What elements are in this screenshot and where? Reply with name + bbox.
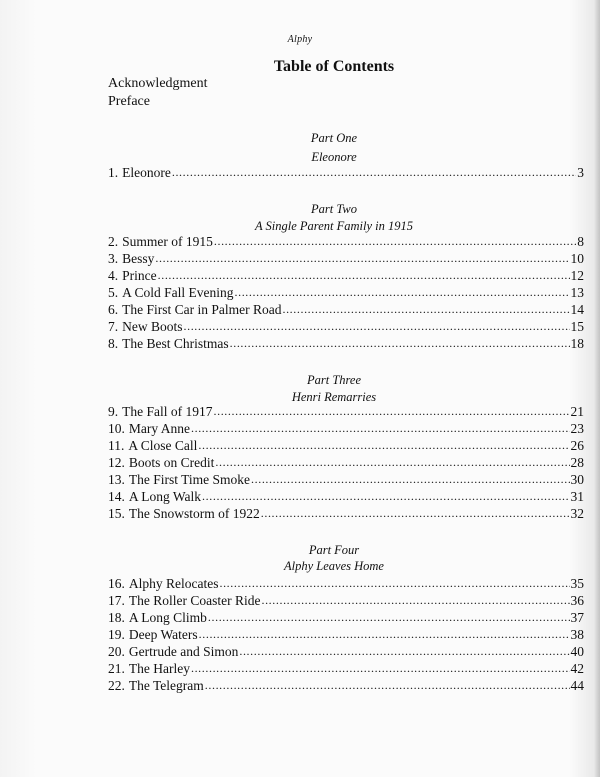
toc-entry-number: 14.	[108, 489, 125, 504]
dot-leader	[282, 301, 569, 317]
toc-entry-title: The Harley	[128, 661, 190, 676]
toc-entry-number: 5.	[108, 285, 119, 300]
toc-entry-page: 36	[570, 593, 584, 608]
toc-entry-page: 21	[570, 404, 584, 419]
toc-entry	[108, 661, 584, 678]
toc-entry-title: Mary Anne	[128, 421, 190, 436]
toc-entry	[108, 268, 584, 285]
toc-entry-number: 4.	[108, 268, 119, 283]
toc-entry-title: The First Car in Palmer Road	[122, 302, 282, 317]
toc-entry-page: 37	[570, 610, 584, 625]
toc-entry-page: 10	[570, 251, 584, 266]
dot-leader	[191, 660, 570, 676]
toc-entry-page: 38	[570, 627, 584, 642]
toc-entry-number: 18.	[108, 610, 125, 625]
toc-entry-number: 20.	[108, 644, 125, 659]
toc-entry-title: Eleonore	[122, 165, 171, 180]
dot-leader	[191, 420, 570, 436]
dot-leader	[261, 505, 570, 521]
toc-entry-page: 14	[570, 302, 584, 317]
part-three-label: Part Three	[306, 373, 362, 387]
toc-entry-page: 8	[577, 234, 584, 249]
toc-entry-title: The Fall of 1917	[122, 404, 213, 419]
toc-entry-page: 23	[570, 421, 584, 436]
toc-entry	[108, 285, 584, 302]
toc-entry-page: 40	[570, 644, 584, 659]
toc-entry	[108, 251, 584, 268]
part-three-subtitle: Henri Remarries	[291, 390, 377, 404]
toc-entry	[108, 576, 584, 593]
toc-entry-number: 2.	[108, 234, 119, 249]
toc-entry-page: 31	[570, 489, 584, 504]
part-two-subtitle: A Single Parent Family in 1915	[255, 219, 413, 233]
dot-leader	[219, 575, 569, 591]
dot-leader	[230, 335, 570, 351]
toc-entry	[108, 165, 584, 182]
toc-entry-number: 21.	[108, 661, 125, 676]
toc-entry	[108, 627, 584, 644]
toc-entry-number: 10.	[108, 421, 125, 436]
toc-entry-page: 35	[570, 576, 584, 591]
dot-leader	[251, 471, 569, 487]
toc-entry-page: 44	[570, 678, 584, 693]
running-head: Alphy	[287, 34, 313, 45]
dot-leader	[235, 284, 570, 300]
toc-entry	[108, 438, 584, 455]
toc-entry	[108, 610, 584, 627]
toc-entry-number: 9.	[108, 404, 119, 419]
toc-entry	[108, 678, 584, 695]
toc-entry-page: 18	[570, 336, 584, 351]
dot-leader	[214, 233, 576, 249]
toc-entry	[108, 455, 584, 472]
part-four-label: Part Four	[308, 543, 360, 557]
toc-entry-title: The Telegram	[128, 678, 204, 693]
dot-leader	[199, 626, 570, 642]
toc-entry	[108, 336, 584, 353]
toc-entry-title: A Close Call	[128, 438, 198, 453]
dot-leader	[202, 488, 569, 504]
toc-entry-title: Bessy	[122, 251, 155, 266]
toc-entry-number: 13.	[108, 472, 125, 487]
toc-entry-title: The Roller Coaster Ride	[128, 593, 261, 608]
toc-entry-page: 28	[570, 455, 584, 470]
toc-entry-title: A Long Climb	[128, 610, 207, 625]
toc-entry-number: 1.	[108, 165, 119, 180]
page-edge-shadow	[594, 0, 600, 777]
part-two-label: Part Two	[311, 202, 357, 216]
toc-entry	[108, 506, 584, 523]
toc-entry-title: A Cold Fall Evening	[122, 285, 234, 300]
dot-leader	[208, 609, 570, 625]
toc-entry-page: 3	[577, 165, 584, 180]
toc-entry-number: 12.	[108, 455, 125, 470]
toc-entry-number: 15.	[108, 506, 125, 521]
toc-entry-page: 13	[570, 285, 584, 300]
toc-entry-number: 3.	[108, 251, 119, 266]
toc-entry-title: New Boots	[122, 319, 183, 334]
toc-entry-title: The First Time Smoke	[128, 472, 251, 487]
toc-entry-page: 42	[570, 661, 584, 676]
toc-entry	[108, 234, 584, 251]
dot-leader	[261, 592, 569, 608]
toc-entry-number: 17.	[108, 593, 125, 608]
front-matter-acknowledgment: Acknowledgment	[108, 76, 208, 91]
toc-entry	[108, 472, 584, 489]
dot-leader	[205, 677, 570, 693]
toc-entry-title: Deep Waters	[128, 627, 198, 642]
toc-entry-number: 8.	[108, 336, 119, 351]
dot-leader	[158, 267, 570, 283]
part-one-subtitle: Eleonore	[311, 150, 357, 164]
dot-leader	[184, 318, 570, 334]
dot-leader	[155, 250, 569, 266]
toc-entry-number: 16.	[108, 576, 125, 591]
toc-entry-title: Summer of 1915	[122, 234, 213, 249]
toc-entry	[108, 319, 584, 336]
toc-entry-number: 19.	[108, 627, 125, 642]
toc-entry-title: The Best Christmas	[122, 336, 229, 351]
part-four-subtitle: Alphy Leaves Home	[284, 559, 384, 573]
toc-entry	[108, 302, 584, 319]
toc-entry-number: 7.	[108, 319, 119, 334]
toc-entry-number: 6.	[108, 302, 119, 317]
dot-leader	[172, 164, 576, 180]
toc-entry	[108, 489, 584, 506]
toc-entry-title: Prince	[122, 268, 157, 283]
dot-leader	[215, 454, 569, 470]
toc-entry-title: Boots on Credit	[128, 455, 215, 470]
front-matter-preface: Preface	[108, 94, 150, 109]
dot-leader	[239, 643, 569, 659]
toc-entry-page: 26	[570, 438, 584, 453]
toc-entry-page: 30	[570, 472, 584, 487]
toc-entry	[108, 421, 584, 438]
toc-entry-page: 32	[570, 506, 584, 521]
part-one-label: Part One	[310, 131, 358, 145]
toc-entry	[108, 593, 584, 610]
toc-entry	[108, 404, 584, 421]
toc-entry-page: 15	[570, 319, 584, 334]
toc-entry-page: 12	[570, 268, 584, 283]
toc-entry-number: 22.	[108, 678, 125, 693]
toc-entry-title: Gertrude and Simon	[128, 644, 239, 659]
toc-entry-title: The Snowstorm of 1922	[128, 506, 260, 521]
dot-leader	[198, 437, 569, 453]
toc-entry-title: A Long Walk	[128, 489, 202, 504]
toc-entry-number: 11.	[108, 438, 125, 453]
toc-entry-title: Alphy Relocates	[128, 576, 219, 591]
toc-entry	[108, 644, 584, 661]
dot-leader	[214, 403, 570, 419]
page-title: Table of Contents	[273, 58, 395, 75]
